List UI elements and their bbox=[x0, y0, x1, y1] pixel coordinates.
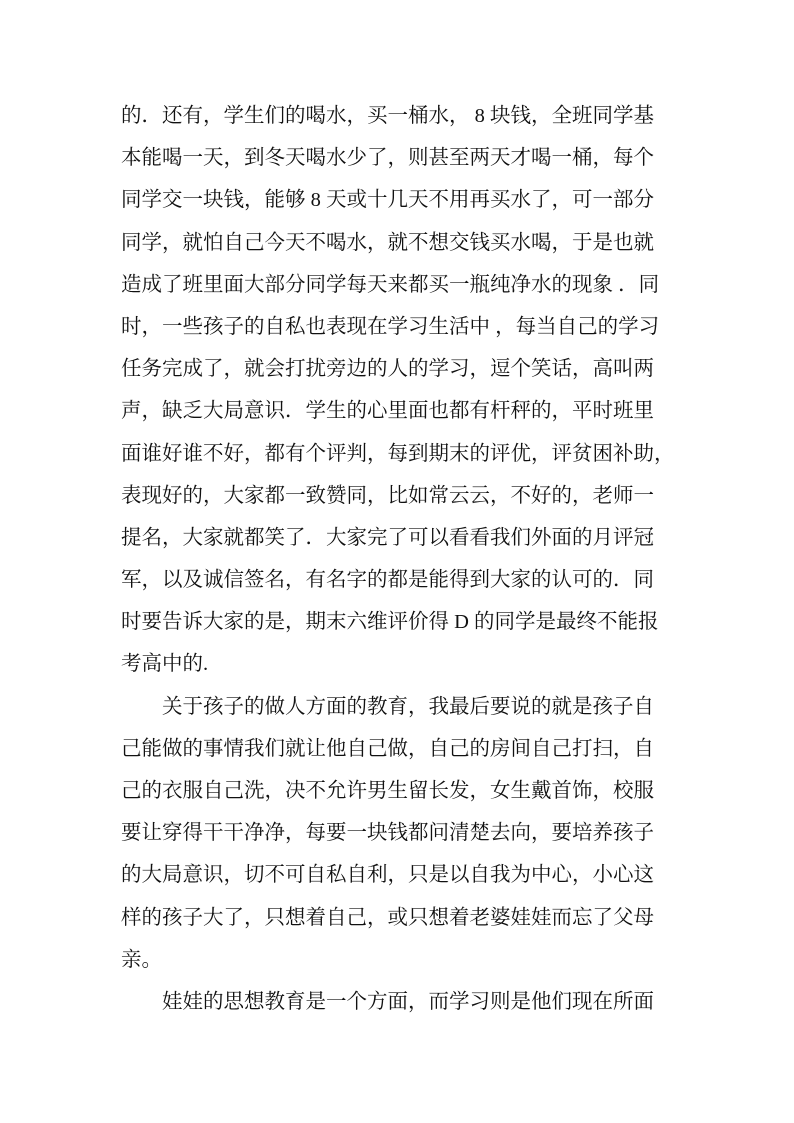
text-line: 的大局意识，切不可自私自利，只是以自我为中心，小心这 bbox=[121, 864, 654, 887]
body-text bbox=[121, 95, 681, 1023]
text-line: 样的孩子大了，只想着自己，或只想着老婆娃娃而忘了父母 bbox=[121, 906, 654, 929]
text-line: 时要告诉大家的是，期末六维评价得 D 的同学是最终不能报 bbox=[121, 611, 659, 634]
text-line: 考高中的. bbox=[121, 653, 209, 676]
text-line: 造成了班里面大部分同学每天来都买一瓶纯净水的现象 ．同 bbox=[121, 273, 660, 296]
text-line: 时，一些孩子的自私也表现在学习生活中 ，每当自己的学习 bbox=[121, 315, 660, 338]
text-line: 的．还有，学生们的喝水，买一桶水， 8 块钱，全班同学基 bbox=[121, 105, 654, 127]
text-line: 本能喝一天，到冬天喝水少了，则甚至两天才喝一桶，每个 bbox=[121, 147, 654, 170]
text-line: 同学，就怕自己今天不喝水，就不想交钱买水喝，于是也就 bbox=[121, 231, 654, 254]
text-line: 提名，大家就都笑了．大家完了可以看看我们外面的月评冠 bbox=[121, 526, 654, 549]
text-line: 军，以及诚信签名，有名字的都是能得到大家的认可的．同 bbox=[121, 569, 654, 592]
text-line: 同学交一块钱，能够 8 天或十几天不用再买水了，可一部分 bbox=[121, 189, 654, 212]
text-line: 声，缺乏大局意识．学生的心里面也都有杆秤的，平时班里 bbox=[121, 400, 654, 423]
paragraph-start-line: 关于孩子的做人方面的教育，我最后要说的就是孩子自 bbox=[162, 695, 654, 718]
text-line: 己的衣服自己洗，决不允许男生留长发，女生戴首饰，校服 bbox=[121, 780, 654, 802]
text-line: 亲。 bbox=[121, 948, 162, 971]
text-line: 面谁好谁不好，都有个评判，每到期末的评优，评贫困补助， bbox=[121, 442, 675, 465]
text-line: 任务完成了，就会打扰旁边的人的学习，逗个笑话，高叫两 bbox=[121, 358, 654, 381]
text-line: 表现好的，大家都一致赞同，比如常云云，不好的，老师一 bbox=[121, 484, 654, 507]
paragraph-start-line: 娃娃的思想教育是一个方面，而学习则是他们现在所面 bbox=[162, 990, 654, 1013]
text-line: 己能做的事情我们就让他自己做，自己的房间自己打扫，自 bbox=[121, 737, 654, 760]
text-line: 要让穿得干干净净，每要一块钱都问清楚去向，要培养孩子 bbox=[121, 822, 654, 845]
